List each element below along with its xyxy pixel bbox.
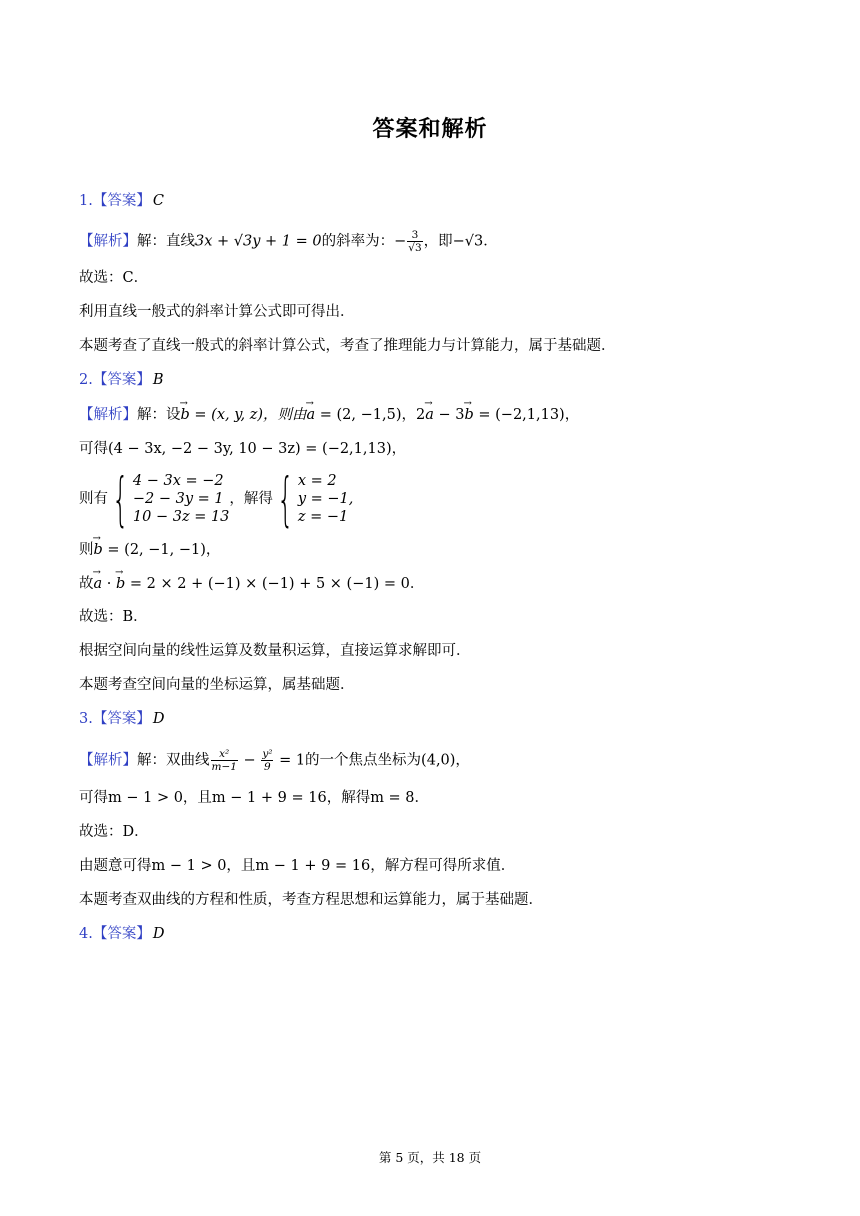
q2-dot-product (79, 574, 424, 594)
q3-frac2-den: 9 (264, 761, 271, 773)
q2-summary: 本题考查空间向量的坐标运算，属基础题． (79, 677, 355, 693)
q1-line-equation: 3x + √3y + 1 = 0 (195, 233, 322, 250)
q3-summary: 本题考查双曲线的方程和性质，考查方程思想和运算能力，属于基础题． (79, 892, 543, 908)
q2-choose: 故选：B． (79, 609, 148, 625)
vector-b: → b (181, 405, 190, 425)
q4-answer-header (79, 924, 164, 944)
q2-number: 2. (79, 372, 93, 388)
q2-system-1 (108, 465, 230, 533)
q2-answer-tag: 【答案】 (92, 372, 151, 388)
q1-summary: 本题考查了直线一般式的斜率计算公式，考查了推理能力与计算能力，属于基础题． (79, 338, 616, 354)
left-brace-icon: { (112, 465, 129, 533)
q3-analysis-post: = 1的一个焦点坐标为(4,0)， (274, 752, 470, 769)
q4-number: 4. (79, 926, 93, 942)
q2-sys1-row: 10 − 3z = 13 (132, 509, 230, 525)
q2-sys-label1: 则有 (79, 491, 108, 507)
q4-answer-tag: 【答案】 (92, 926, 151, 942)
q1-analysis-post: ，即−√3． (423, 233, 498, 250)
q4-answer-letter: D (152, 926, 165, 942)
q2-system-2 (273, 465, 354, 533)
q1-analysis-mid: 的斜率为：− (321, 233, 407, 250)
q2-systems (79, 465, 354, 533)
vector-b: → b (116, 574, 125, 594)
page-title: 答案和解析 (372, 117, 488, 142)
q3-method: 由题意可得m − 1 > 0，且m − 1 + 9 = 16，解方程可得所求值． (79, 858, 516, 874)
q3-analysis-pre: 解：双曲线 (137, 752, 210, 769)
q2-text4: − 3 (433, 407, 465, 423)
q2-b-result (79, 540, 220, 560)
q1-analysis-pre: 解：直线 (137, 233, 195, 250)
q2-sys-label2: ，解得 (229, 491, 273, 507)
q1-slope-fraction (407, 229, 422, 254)
q2-sys1-row: 4 − 3x = −2 (132, 473, 224, 489)
q2-dot-pre: 故 (79, 576, 94, 592)
q3-fraction-x (211, 748, 238, 773)
q2-analysis-line (79, 405, 579, 425)
q2-b-result-value: = (2, −1, −1)， (102, 542, 221, 558)
q3-number: 3. (79, 711, 93, 727)
q3-answer-tag: 【答案】 (92, 711, 151, 727)
q3-minus: − (238, 752, 261, 769)
q3-frac1-num: x² (211, 748, 238, 761)
vector-a: → a (425, 405, 434, 425)
q2-line2: 可得(4 − 3x, −2 − 3y, 10 − 3z) = (−2,1,13)， (79, 441, 407, 457)
q1-analysis-line (79, 229, 498, 254)
page-footer: 第 5 页，共 18 页 (378, 1150, 482, 1165)
q2-sys1-row: −2 − 3y = 1 (132, 491, 224, 507)
q2-dot-post: = 2 × 2 + (−1) × (−1) + 5 × (−1) = 0． (125, 576, 425, 592)
q1-answer-letter: C (152, 193, 164, 209)
q2-b-result-pre: 则 (79, 542, 94, 558)
q2-dot-mid: · (102, 576, 116, 592)
left-brace-icon: { (277, 465, 294, 533)
q3-analysis-tag: 【解析】 (79, 752, 137, 769)
vector-b: → b (94, 540, 103, 560)
q3-frac1-den: m−1 (211, 761, 237, 773)
q1-answer-tag: 【答案】 (92, 193, 151, 209)
q1-method: 利用直线一般式的斜率计算公式即可得出． (79, 304, 355, 320)
q2-text2: = (x, y, z)，则由 (189, 407, 307, 423)
q2-text5: = (−2,1,13)， (473, 407, 580, 423)
q2-sys2-row: y = −1, (297, 491, 354, 507)
q3-frac2-num: y² (262, 748, 273, 760)
q2-text3: = (2, −1,5)，2 (315, 407, 426, 423)
vector-a: → a (94, 574, 103, 594)
q1-analysis-tag: 【解析】 (79, 233, 137, 250)
q1-frac-denominator: √3 (408, 242, 422, 254)
q2-text1: 解：设 (137, 407, 181, 423)
q1-choose: 故选：C． (79, 270, 149, 286)
q2-answer-header (79, 370, 164, 390)
q3-answer-letter: D (152, 711, 165, 727)
q3-choose: 故选：D． (79, 824, 149, 840)
vector-b: → b (464, 405, 473, 425)
q2-method: 根据空间向量的线性运算及数量积运算，直接运算求解即可． (79, 643, 471, 659)
q3-analysis-line (79, 748, 470, 773)
q1-number: 1. (79, 193, 93, 209)
q2-analysis-tag: 【解析】 (79, 407, 137, 423)
q3-fraction-y (261, 748, 273, 773)
q1-frac-numerator: 3 (407, 229, 422, 242)
q1-answer-header (79, 191, 164, 211)
q3-answer-header (79, 709, 164, 729)
vector-a: → a (307, 405, 316, 425)
q2-answer-letter: B (152, 372, 164, 388)
q2-sys2-row: z = −1 (297, 509, 349, 525)
q2-sys2-row: x = 2 (297, 473, 337, 489)
q3-line2: 可得m − 1 > 0，且m − 1 + 9 = 16，解得m = 8． (79, 790, 430, 806)
